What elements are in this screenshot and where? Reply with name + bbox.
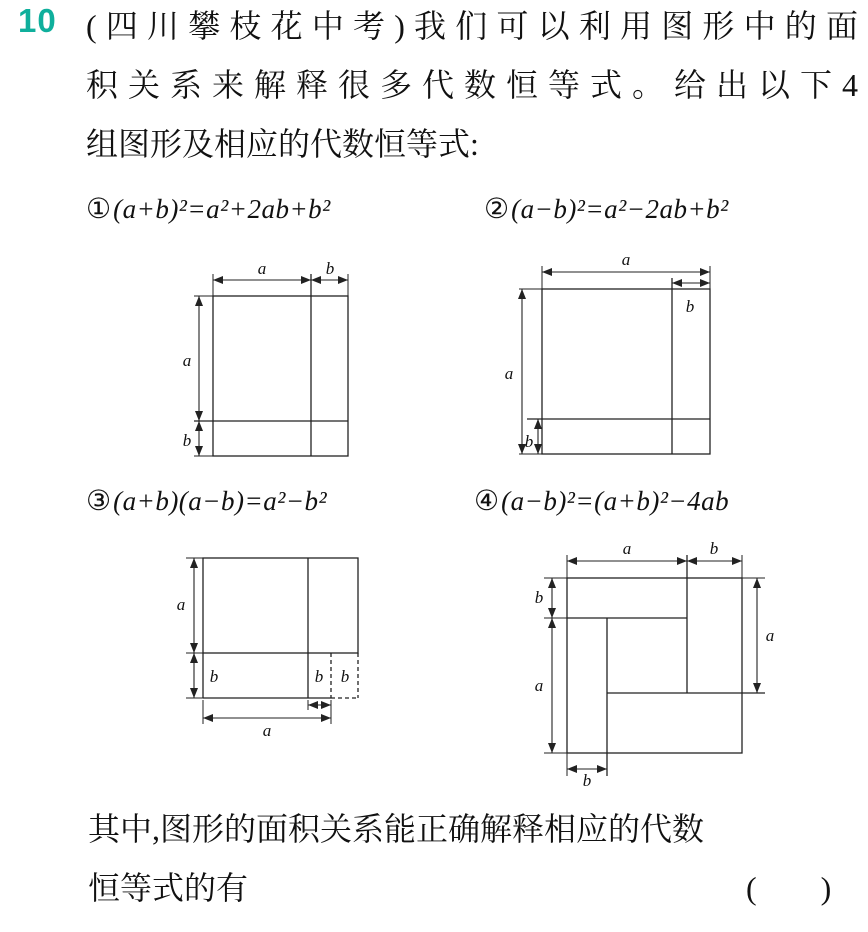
d1-extension-ticks xyxy=(194,274,348,456)
closing-line-2: 恒等式的有 xyxy=(88,870,249,906)
d1-label-b-left: b xyxy=(182,431,192,450)
d4-label-a-right: a xyxy=(765,626,775,645)
d3-label-b-cell: b xyxy=(314,667,324,686)
d1-square-outline xyxy=(194,274,348,456)
d4-label-b-top: b xyxy=(709,539,719,558)
d1-label-b-top: b xyxy=(325,259,335,278)
problem-intro xyxy=(86,0,858,174)
diagram-2-square-a-minus-b xyxy=(492,244,727,469)
d1-label-a-left: a xyxy=(182,351,192,370)
d4-label-b-left: b xyxy=(534,588,544,607)
d3-label-a-left: a xyxy=(176,595,186,614)
d3-dimension-arrows xyxy=(194,558,331,718)
equation-3-number: ③ xyxy=(86,486,112,517)
closing-statement xyxy=(88,800,788,918)
d2-dimension-arrows xyxy=(522,272,710,454)
equation-3 xyxy=(86,484,327,518)
d2-square-outline xyxy=(524,278,710,454)
d3-label-a-bottom: a xyxy=(262,721,272,740)
intro-line-1: (四川攀枝花中考)我们可以利用图形中的面 xyxy=(86,8,858,44)
d3-label-b-height: b xyxy=(209,667,219,686)
d4-dimension-arrows xyxy=(552,561,757,769)
equation-2-formula: (a−b)²=a²−2ab+b² xyxy=(511,194,729,224)
diagram-4-pinwheel xyxy=(512,528,797,790)
d2-label-b-left: b xyxy=(524,432,534,451)
equation-2-number: ② xyxy=(484,194,510,225)
d4-pinwheel-outline xyxy=(567,555,765,776)
d2-label-a-top: a xyxy=(621,250,631,269)
d3-extension-ticks xyxy=(186,558,331,724)
d4-label-b-bottom: b xyxy=(582,771,592,790)
closing-line-1: 其中,图形的面积关系能正确解释相应的代数 xyxy=(88,811,705,847)
d4-label-a-left: a xyxy=(534,676,544,695)
intro-line-3: 组图形及相应的代数恒等式: xyxy=(86,126,479,162)
problem-number: 10 xyxy=(18,2,57,39)
diagram-1-square-a-plus-b xyxy=(178,256,368,471)
equation-3-formula: (a+b)(a−b)=a²−b² xyxy=(113,486,328,516)
d1-label-a-top: a xyxy=(257,259,267,278)
equation-2 xyxy=(484,192,729,226)
d4-label-a-top: a xyxy=(622,539,632,558)
equation-4-formula: (a−b)²=(a+b)²−4ab xyxy=(501,486,730,516)
diagram-3-difference-of-squares xyxy=(168,548,373,740)
intro-line-2: 积关系来解释很多代数恒等式。给出以下4 xyxy=(86,67,858,103)
d2-label-b-right: b xyxy=(685,297,695,316)
d2-extension-ticks xyxy=(519,266,710,454)
equation-4 xyxy=(474,484,729,518)
d3-label-b-dashed: b xyxy=(340,667,350,686)
d4-extension-ticks xyxy=(544,555,765,776)
equation-1 xyxy=(86,192,331,226)
d1-dimension-arrows xyxy=(199,280,348,456)
d3-rectangle-outline xyxy=(203,558,358,698)
d2-label-a-left: a xyxy=(504,364,514,383)
answer-blank: ( ) xyxy=(746,870,832,906)
equation-1-number: ① xyxy=(86,194,112,225)
equation-4-number: ④ xyxy=(474,486,500,517)
equation-1-formula: (a+b)²=a²+2ab+b² xyxy=(113,194,331,224)
